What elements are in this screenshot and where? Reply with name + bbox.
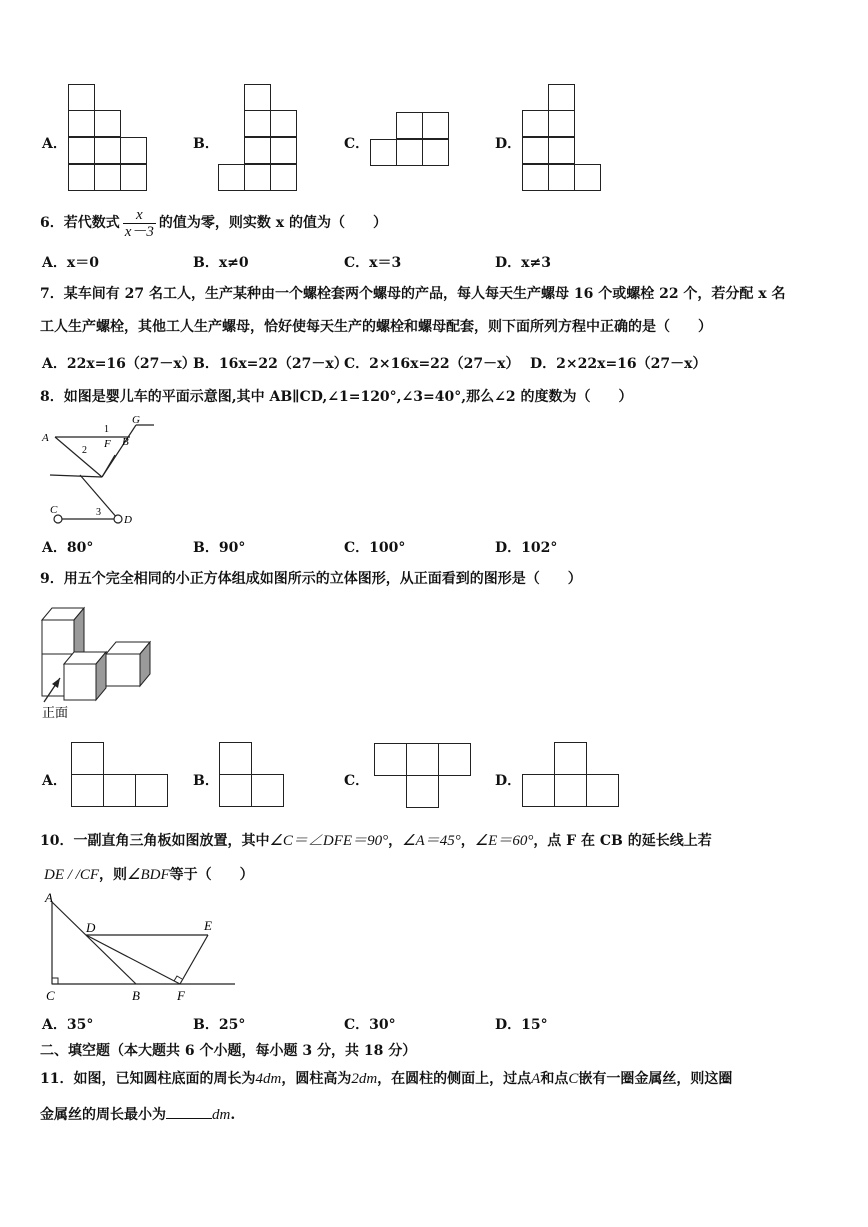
q10-stem-end: 等于（ ） [169,867,254,883]
q8-label-f: F [104,438,111,450]
q10-label-c: C [46,988,55,1003]
q9-option-d-label: D． [495,773,522,789]
q10-sep1: ， [388,833,403,849]
q10-stem-line2 [44,866,254,884]
q11-stem-line2 [40,1104,235,1124]
q10-condition-angle-a: ∠A＝45° [402,833,461,849]
q10-stem-post: ，点 F 在 CB 的延长线上若 [533,833,712,849]
q8-label-d: D [124,514,132,526]
q8-stem: 8．如图是婴儿车的平面示意图,其中 AB∥CD,∠1=120°,∠3=40°,那么∠2 的度数为（ ） [40,389,633,405]
q6-option-c: C．x＝3 [344,255,402,271]
q8-label-b: B [122,436,129,448]
q10-label-f: F [177,988,185,1003]
q11-answer-blank[interactable] [166,1104,212,1119]
q11-text-d: 和点 [540,1071,569,1087]
q5-option-b-label: B． [193,136,219,152]
q8-option-c: C．100° [344,540,406,556]
q10-option-a: A．35° [42,1017,94,1033]
q11-text-a: 11．如图，已知圆柱底面的周长为 [40,1071,256,1087]
q8-label-angle1: 1 [104,424,109,435]
q9-option-a-label: A． [42,773,67,789]
q11-point-c: C [568,1071,579,1087]
q10-stem-line1 [40,832,712,850]
q9-option-b-label: B． [193,773,219,789]
q7-stem-line1: 7．某车间有 27 名工人，生产某种由一个螺栓套两个螺母的产品，每人每天生产螺母 16 个或螺栓 22 个，若分配 x 名 [40,286,786,302]
q10-target-angle: ∠BDF [127,867,170,883]
q11-text-line2: 金属丝的周长最小为 [40,1107,166,1123]
q6-option-a: A．x＝0 [42,255,99,271]
q10-option-d: D．15° [495,1017,548,1033]
q10-sep2: ， [460,833,475,849]
q11-unit: dm [212,1107,231,1123]
q7-option-c: C．2×16x=22（27－x） [344,356,520,372]
q11-point-a: A [531,1071,541,1087]
q10-stem-mid: ，则 [99,867,127,883]
q10-condition-angle-e: ∠E＝60° [474,833,534,849]
q9-front-label: 正面 [42,705,69,720]
q6-fraction-den: x－3 [124,223,154,240]
q11-value-circumference: 4dm [255,1071,282,1087]
q8-option-b: B．90° [193,540,246,556]
q11-period: . [230,1107,236,1123]
q8-label-angle2: 2 [82,445,87,456]
q11-stem-line1 [40,1070,732,1088]
q10-label-e: E [204,918,212,933]
q6-stem-pre: 6．若代数式 [40,215,120,231]
q7-stem-line2: 工人生产螺栓，其他工人生产螺母，恰好使每天生产的螺栓和螺母配套，则下面所列方程中正确的是（ ） [40,319,712,335]
q8-label-c: C [50,504,58,516]
q11-text-c: ，在圆柱的侧面上，过点 [377,1071,532,1087]
q8-label-g: G [132,415,140,426]
q10-label-d: D [86,920,96,935]
q9-stem: 9．用五个完全相同的小正方体组成如图所示的立体图形，从正面看到的图形是（ ） [40,571,582,587]
q5-option-d-label: D． [495,136,522,152]
q10-condition-parallel: DE / /CF [44,867,99,883]
q10-stem-pre: 10．一副直角三角板如图放置，其中 [40,833,270,849]
q8-option-d: D．102° [495,540,558,556]
q11-text-e: 嵌有一圈金属丝，则这圈 [578,1071,733,1087]
q6-stem-post: 的值为零，则实数 x 的值为（ ） [158,215,388,231]
q5-option-c-label: C． [344,136,370,152]
q9-cubes-figure [40,602,160,722]
q6-option-b: B．x≠0 [193,255,249,271]
q10-option-c: C．30° [344,1017,396,1033]
q7-option-b: B．16x=22（27－x） [193,356,348,372]
q8-label-angle3: 3 [96,507,101,518]
q6-stem [40,205,387,241]
q10-condition-right-angles: ∠C＝∠DFE＝90° [269,833,389,849]
q9-option-c-label: C． [344,773,370,789]
q6-fraction [123,207,156,240]
q5-option-a-label: A． [42,136,67,152]
q6-fraction-num: x [123,207,156,224]
q6-option-d: D．x≠3 [495,255,551,271]
q10-label-b: B [132,988,140,1003]
q10-triangles-figure [40,890,240,1006]
q11-value-height: 2dm [351,1071,378,1087]
q7-option-a: A．22x=16（27－x） [42,356,196,372]
q8-option-a: A．80° [42,540,94,556]
q7-option-d: D．2×22x=16（27－x） [530,356,707,372]
q11-text-b: ，圆柱高为 [281,1071,352,1087]
q8-label-a: A [42,432,49,444]
q8-stroller-figure [40,415,170,530]
q10-option-b: B．25° [193,1017,246,1033]
section-2-title: 二、填空题（本大题共 6 个小题，每小题 3 分，共 18 分） [40,1043,417,1059]
q10-label-a: A [45,890,53,905]
